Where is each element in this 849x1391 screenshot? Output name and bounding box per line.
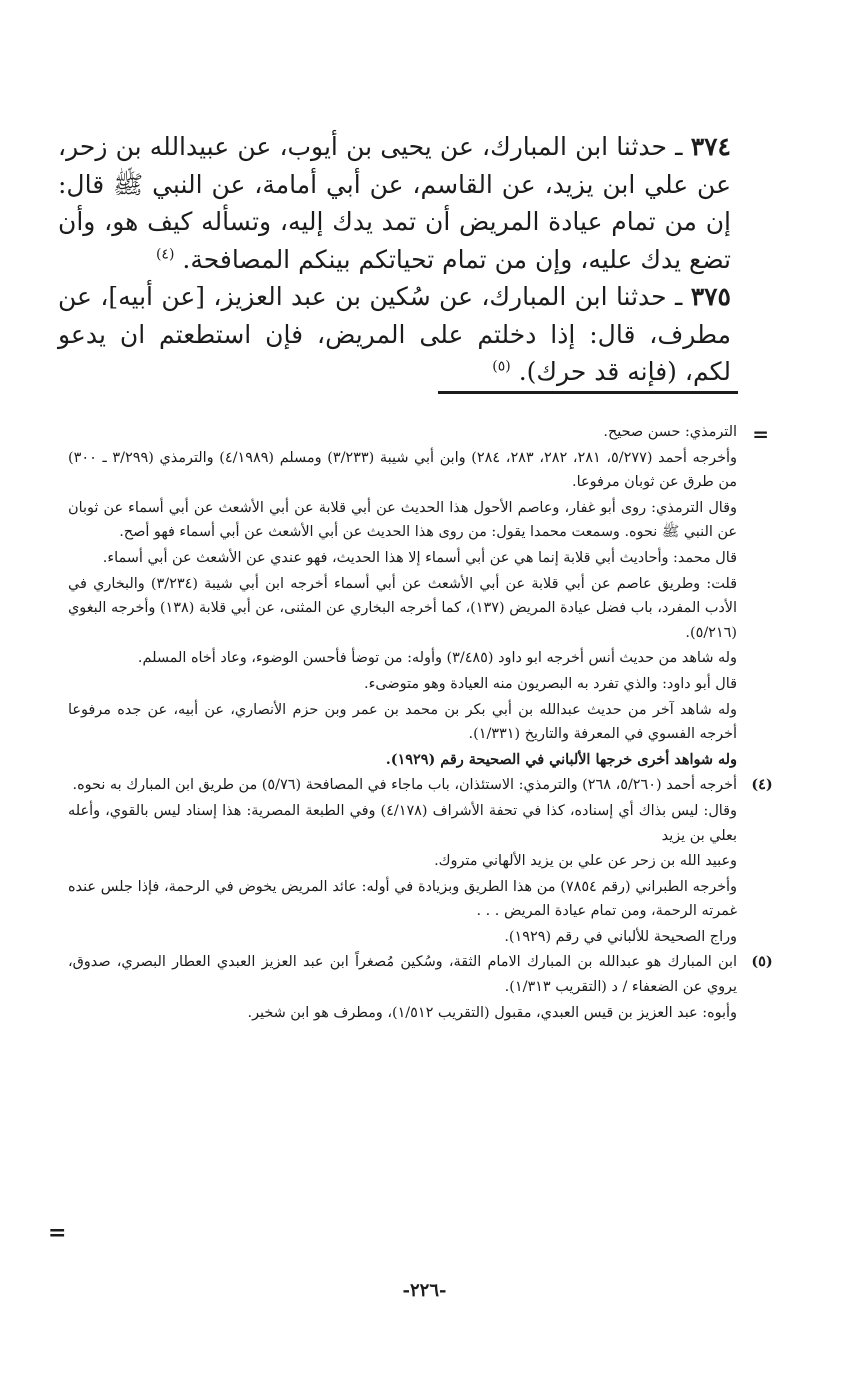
hadith-body: ـ حدثنا ابن المبارك، عن سُكين بن عبد العزيز، [عن أبيه]، عن مطرف، قال: إذا دخلتم على المريض، فإن استطعتم ان يدعو لكم، (فإنه قد حرك). bbox=[58, 282, 731, 386]
footnote-line: وقال الترمذي: روى أبو غفار، وعاصم الأحول هذا الحديث عن أبي قلابة عن أبي الأشعث عن أبي أسماء عن ثوبان عن النبي ﷺ نحوه. وسمعت محمدا يقول: من روى هذا الحديث عن أبي الأشعث عن أبي أسماء فهو أصح. bbox=[68, 499, 737, 541]
hadith-374 bbox=[58, 128, 731, 278]
hadith-number: ٣٧٤ bbox=[690, 132, 731, 161]
footnote-line: وله شاهد آخر من حديث عبدالله بن أبي بكر بن محمد بن عمر وبن حزم الأنصاري، عن أبيه، عن جده مرفوعا أخرجه الفسوي في المعرفة والتاريخ (١/٣٣١). bbox=[68, 701, 737, 743]
footnote-line: أخرجه أحمد (٥/٢٦٠، ٢٦٨) والترمذي: الاستئذان، باب ماجاء في المصافحة (٥/٧٦) من طريق ابن المبارك به نحوه. bbox=[72, 777, 737, 794]
footnote-line: وعبيد الله بن زحر عن علي بن يزيد الألهاني متروك. bbox=[434, 853, 737, 870]
footnote-separator bbox=[438, 391, 738, 394]
hadith-body: ـ حدثنا ابن المبارك، عن يحيى بن أيوب، عن عبيدالله بن زحر، عن علي ابن يزيد، عن القاسم، عن أبي أمامة، عن النبي ﷺ قال: إن من تمام عيادة المريض أن تمد يدك إليه، وتسأله كيف هو، وأن تضع يدك عليه، وإن من تمام تحياتكم بينكم المصافحة. bbox=[58, 132, 731, 274]
footnote-4 bbox=[68, 773, 773, 949]
page-number: -٢٢٦- bbox=[402, 1280, 447, 1301]
footnote-line: وأبوه: عبد العزيز بن قيس العبدي، مقبول (التقريب ١/٥١٢)، ومطرف هو ابن شخير. bbox=[247, 1004, 737, 1021]
footnote-5 bbox=[68, 950, 773, 1025]
footnote-line: قلت: وطريق عاصم عن أبي قلابة عن أبي الأشعث عن أبي أسماء أخرجه ابن أبي شيبة (٣/٢٣٤) والبخاري في الأدب المفرد، باب فضل عيادة المريض (١٣٧)، كما أخرجه البخاري عن المثنى، عن أبي قلابة (١٣٨) وأخرجه البغوي (٥/٢١٦). bbox=[68, 575, 737, 641]
hadith-text bbox=[58, 128, 731, 391]
footnote-number: (٥) bbox=[751, 953, 773, 971]
footnote-ref: (٤) bbox=[155, 246, 175, 263]
footnote-ref: (٥) bbox=[492, 358, 511, 375]
footnote-line: وراج الصحيحة للألباني في رقم (١٩٢٩). bbox=[504, 928, 737, 945]
footnote-line: الترمذي: حسن صحيح. bbox=[603, 424, 737, 440]
footnote-line: قال أبو داود: والذي تفرد به البصريون منه العيادة وهو متوضىء. bbox=[364, 675, 737, 692]
continuation-mark: = bbox=[752, 422, 769, 446]
footnote-continuation bbox=[68, 420, 769, 772]
footnote-line: قال محمد: وأحاديث أبي قلابة إنما هي عن أبي أسماء إلا هذا الحديث، فهو عندي عن الأشعث عن أبي أسماء. bbox=[102, 549, 737, 566]
footnotes bbox=[68, 420, 773, 1026]
footnote-line: وقال: ليس بذاك أي إسناده، كذا في تحفة الأشراف (٤/١٧٨) وفي الطبعة المصرية: هذا إسناد ليس بالقوي، وأعله بعلي بن يزيد bbox=[68, 802, 737, 844]
continued-mark: = bbox=[48, 1220, 67, 1246]
footnote-number: (٤) bbox=[751, 776, 773, 794]
hadith-number: ٣٧٥ bbox=[690, 282, 731, 311]
footnote-line-bold: وله شواهد أخرى خرجها الألباني في الصحيحة رقم (١٩٢٩). bbox=[385, 750, 737, 768]
footnote-line: وأخرجه الطبراني (رقم ٧٨٥٤) من هذا الطريق وبزيادة في أوله: عائد المريض يخوض في الرحمة، فإذا جلس عنده غمرته الرحمة، ومن تمام عيادة المريض . . . bbox=[68, 878, 737, 920]
hadith-375 bbox=[58, 278, 731, 391]
footnote-line: ابن المبارك هو عبدالله بن المبارك الامام الثقة، وسُكين مُصغراً ابن عبد العزيز العبدي العطار البصري، صدوق، يروي عن الضعفاء / د (التقريب ١/٣١٣). bbox=[68, 954, 737, 996]
footnote-line: وله شاهد من حديث أنس أخرجه ابو داود (٣/٤٨٥) وأوله: من توضأ فأحسن الوضوء، وعاد أخاه المسلم. bbox=[137, 650, 737, 667]
footnote-line: وأخرجه أحمد (٥/٢٧٧، ٢٨١، ٢٨٢، ٢٨٣، ٢٨٤) وابن أبي شيبة (٣/٢٣٣) ومسلم (٤/١٩٨٩) والترمذي (٣/٢٩٩ ـ ٣٠٠) من طرق عن ثوبان مرفوعا. bbox=[68, 449, 737, 491]
